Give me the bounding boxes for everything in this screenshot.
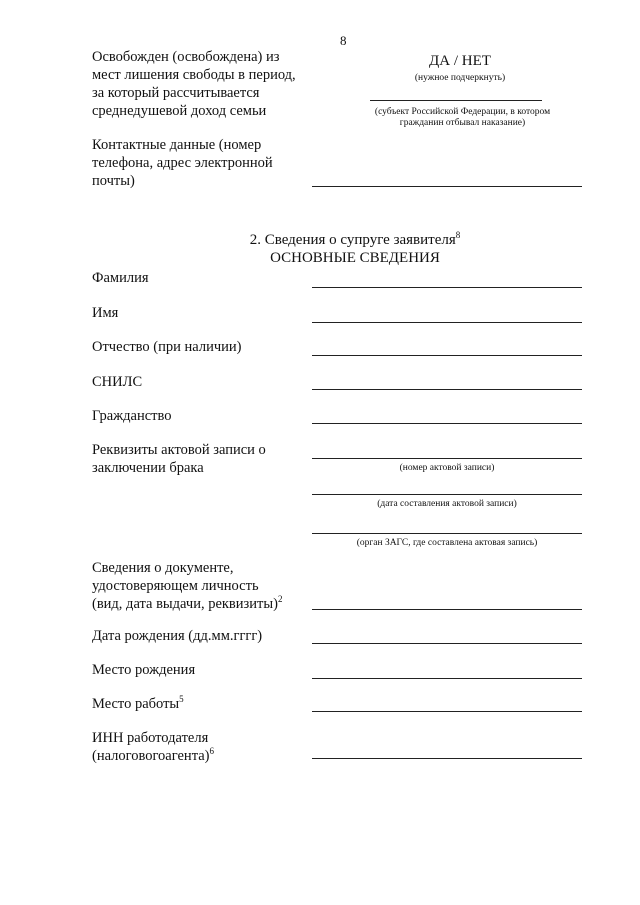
name-label: Имя: [92, 305, 119, 321]
id-document-field-line[interactable]: [312, 609, 582, 610]
region-field-line[interactable]: [370, 100, 542, 101]
workplace-label: [92, 696, 184, 713]
id-document-footnote: 2: [277, 594, 283, 605]
surname-label: Фамилия: [92, 270, 149, 286]
workplace-label-text: Место работы: [92, 696, 180, 712]
section-title-footnote: 8: [455, 230, 461, 240]
name-field-line[interactable]: [312, 322, 582, 323]
contacts-field-line[interactable]: [312, 186, 582, 187]
released-label-2: мест лишения свободы в период,: [92, 67, 296, 83]
registry-office-field-line[interactable]: [312, 533, 582, 534]
released-label-3: за который рассчитывается: [92, 85, 260, 101]
employer-inn-label-1: ИНН работодателя: [92, 730, 209, 746]
region-hint-2: гражданин отбывал наказание): [399, 118, 526, 128]
surname-field-line[interactable]: [312, 287, 582, 288]
id-document-label-3: [92, 596, 282, 613]
patronymic-field-line[interactable]: [312, 355, 582, 356]
section-subtitle: ОСНОВНЫЕ СВЕДЕНИЯ: [270, 250, 440, 266]
citizenship-label: Гражданство: [92, 408, 172, 424]
contacts-label-1: Контактные данные (номер: [92, 137, 262, 153]
citizenship-field-line[interactable]: [312, 423, 582, 424]
section-title: [200, 231, 510, 249]
registry-office-hint: (орган ЗАГС, где составлена актовая запись): [356, 538, 538, 548]
id-document-label-3-text: (вид, дата выдачи, реквизиты): [92, 596, 278, 612]
marriage-record-label-1: Реквизиты актовой записи о: [92, 442, 266, 458]
birth-place-field-line[interactable]: [312, 678, 582, 679]
birth-date-field-line[interactable]: [312, 643, 582, 644]
snils-field-line[interactable]: [312, 389, 582, 390]
employer-inn-label-2: [92, 748, 214, 765]
yes-no-hint: (нужное подчеркнуть): [414, 73, 506, 83]
section-title-text: 2. Сведения о супруге заявителя: [249, 232, 456, 248]
contacts-label-3: почты): [92, 173, 135, 189]
birth-date-label: Дата рождения (дд.мм.гггг): [92, 628, 263, 644]
birth-place-label: Место рождения: [92, 662, 196, 678]
record-number-hint: (номер актовой записи): [399, 463, 495, 473]
id-document-label-2: удостоверяющем личность: [92, 578, 259, 594]
record-number-field-line[interactable]: [312, 458, 582, 459]
patronymic-label: Отчество (при наличии): [92, 339, 242, 355]
marriage-record-label-2: заключении брака: [92, 460, 204, 476]
employer-inn-field-line[interactable]: [312, 758, 582, 759]
yes-no-choice[interactable]: ДА / НЕТ: [429, 53, 491, 69]
page-number: 8: [340, 33, 347, 48]
contacts-label-2: телефона, адрес электронной: [92, 155, 273, 171]
employer-inn-label-2-text: (налоговогоагента): [92, 748, 210, 764]
id-document-label-1: Сведения о документе,: [92, 560, 234, 576]
region-hint-1: (субъект Российской Федерации, в котором: [374, 107, 551, 117]
snils-label: СНИЛС: [92, 374, 143, 390]
record-date-hint: (дата составления актовой записи): [377, 499, 517, 509]
released-label-4: среднедушевой доход семьи: [92, 103, 267, 119]
record-date-field-line[interactable]: [312, 494, 582, 495]
released-label-1: Освобожден (освобождена) из: [92, 49, 280, 65]
workplace-footnote: 5: [179, 694, 184, 705]
employer-inn-footnote: 6: [209, 746, 214, 757]
workplace-field-line[interactable]: [312, 711, 582, 712]
